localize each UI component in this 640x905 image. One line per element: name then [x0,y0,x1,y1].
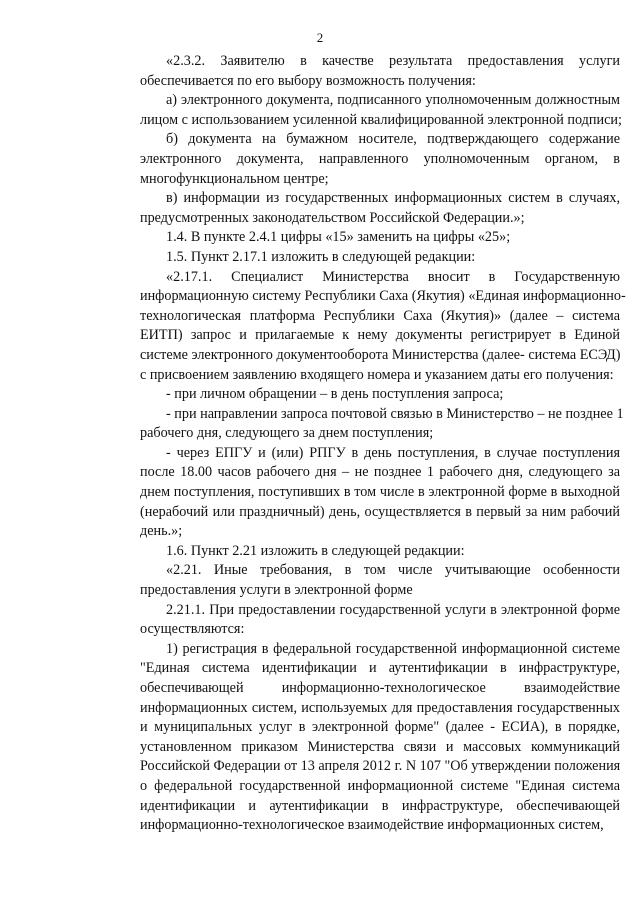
paragraph [112,640,620,836]
text-line: информационно-технологическое взаимодействие информационных систем, [140,817,604,834]
text-line: - при направлении запроса почтовой связью в Министерство – не позднее 1 [166,405,624,422]
text-line: идентификации и аутентификации в инфраструктуре, обеспечивающей [140,797,620,814]
text-line: лицом с использованием усиленной квалифицированной электронной подписи; [140,111,622,128]
text-line: обеспечивается по его выбору возможность получения: [140,72,476,89]
text-line: после 18.00 часов рабочего дня – не позднее 1 рабочего дня, следующего за [140,464,620,481]
text-line: «2.3.2. Заявителю в качестве результата предоставления услуги [166,53,620,69]
text-line: установленном приказом Министерства связи и массовых коммуникаций [140,738,620,755]
page-number: 2 [316,30,324,45]
text-line: 1.4. В пункте 2.4.1 цифры «15» заменить на цифры «25»; [166,229,511,246]
text-line: с присвоением заявлению входящего номера и указанием даты его получения: [140,366,614,383]
document-body [112,52,626,836]
paragraph [112,130,620,189]
text-line: предоставления услуги в электронной форме [140,582,413,599]
text-line: 1.6. Пункт 2.21 изложить в следующей редакции: [166,542,465,559]
text-line: информационных систем, используемых для предоставления государственных [140,699,620,716]
text-line: системе электронного документооборота Министерства (далее- система ЕСЭД) [140,346,621,363]
text-line: а) электронного документа, подписанного уполномоченным должностным [166,92,620,109]
paragraph [112,52,620,91]
text-line: 2.21.1. При предоставлении государственной услуги в электронной форме [166,601,620,618]
text-line: день.»; [140,523,183,540]
paragraph [112,385,620,405]
text-line: осуществляются: [140,621,245,638]
paragraph [112,248,620,268]
text-line: обеспечивающей информационно-технологическое взаимодействие [140,680,620,696]
text-line: днем поступления, поступивших в том числе в электронной форме в выходной [140,484,620,501]
text-line: рабочего дня, следующего за днем поступления; [140,425,434,442]
text-line: "Единая система идентификации и аутентификации в инфраструктуре, [140,660,620,677]
text-line: б) документа на бумажном носителе, подтверждающего содержание [166,131,620,148]
text-line: и муниципальных услуг в электронной форме" (далее - ЕСИА), в порядке, [140,719,620,736]
text-line: электронного документа, направленного уполномоченным органом, в [140,150,620,167]
paragraph [112,444,620,542]
text-line: «2.17.1. Специалист Министерства вносит в Государственную [166,268,620,285]
text-line: информационную систему Республики Саха (Якутия) «Единая информационно- [140,288,626,305]
text-line: - через ЕПГУ и (или) РПГУ в день поступления, в случае поступления [166,444,620,461]
text-line: - при личном обращении – в день поступления запроса; [166,386,504,403]
paragraph [112,91,620,130]
paragraph [112,601,620,640]
text-line: 1.5. Пункт 2.17.1 изложить в следующей редакции: [166,248,476,265]
text-line: в) информации из государственных информационных систем в случаях, [166,190,620,207]
paragraph [112,405,624,444]
paragraph [112,268,626,386]
text-line: многофункциональном центре; [140,170,329,187]
text-line: «2.21. Иные требования, в том числе учитывающие особенности [166,562,620,579]
text-line: о федеральной государственной информационной системе "Единая система [140,777,620,794]
text-line: 1) регистрация в федеральной государственной информационной системе [166,640,620,657]
text-line: (нерабочий или праздничный) день, осуществляется в первый за ним рабочий [140,503,620,520]
text-line: ЕИТП) запрос и прилагаемые к нему документы регистрирует в Единой [140,327,620,344]
text-line: Российской Федерации от 13 апреля 2012 г. N 107 "Об утверждении положения [140,758,621,775]
text-line: предусмотренных законодательством Российской Федерации.»; [140,209,525,226]
text-line: технологическая платформа Республики Саха (Якутия)» (далее – система [140,307,620,324]
paragraph [112,189,620,228]
paragraph [112,561,620,600]
paragraph [112,228,620,248]
paragraph [112,542,620,562]
